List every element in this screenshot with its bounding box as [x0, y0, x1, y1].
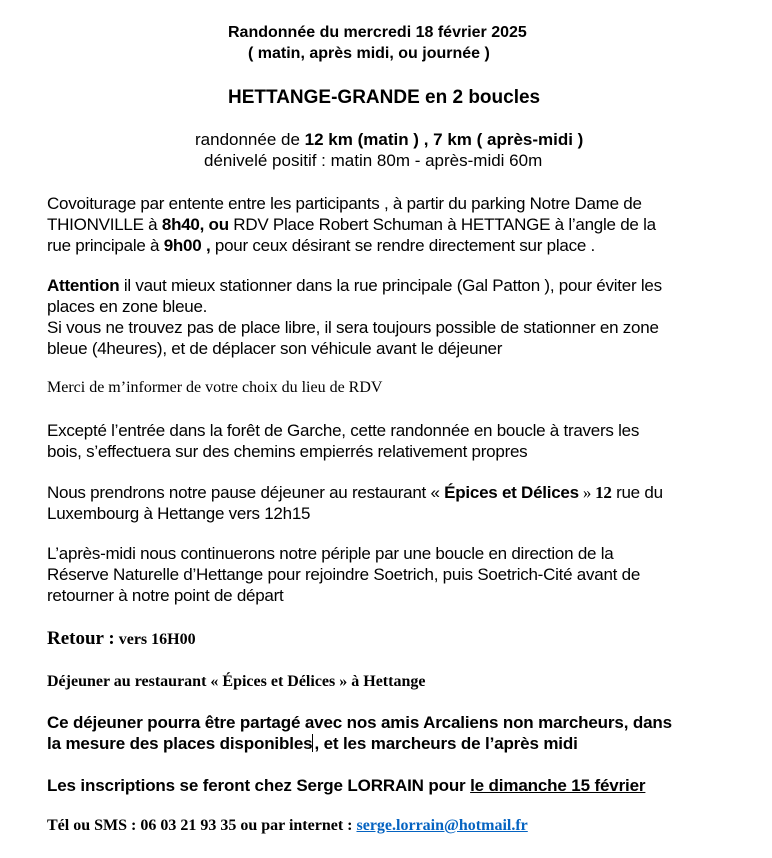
route-paragraph — [47, 420, 639, 462]
sharing-paragraph — [47, 712, 672, 754]
contact-line: Tél ou SMS : 06 03 21 93 35 ou par internet : serge.lorrain@hotmail.fr — [47, 817, 528, 834]
event-period: ( matin, après midi, ou journée ) — [248, 45, 490, 62]
route-line-2: bois, s’effectuera sur des chemins empierrés relativement propres — [47, 442, 528, 461]
elevation-line: dénivelé positif : matin 80m - après-midi 60m — [204, 151, 543, 170]
carpool-line-3: rue principale à 9h00 , pour ceux désirant se rendre directement sur place . — [47, 236, 595, 255]
parking-line-4: bleue (4heures), et de déplacer son véhicule avant le déjeuner — [47, 339, 503, 358]
parking-line-1: Attention il vaut mieux stationner dans la rue principale (Gal Patton ), pour éviter les — [47, 276, 662, 295]
carpool-paragraph — [47, 193, 656, 256]
rdv-note: Merci de m’informer de votre choix du lieu de RDV — [47, 379, 383, 396]
carpool-line-2: THIONVILLE à 8h40, ou RDV Place Robert Schuman à HETTANGE à l’angle de la — [47, 215, 656, 234]
lunch-line-1: Nous prendrons notre pause déjeuner au restaurant « Épices et Délices » 12 rue du — [47, 483, 663, 502]
sharing-line-1: Ce déjeuner pourra être partagé avec nos amis Arcaliens non marcheurs, dans — [47, 713, 672, 732]
lunch-line-2: Luxembourg à Hettange vers 12h15 — [47, 504, 311, 523]
parking-line-3: Si vous ne trouvez pas de place libre, il sera toujours possible de stationner en zone — [47, 318, 659, 337]
carpool-time-hettange: 9h00 , — [163, 236, 211, 255]
parking-paragraph — [47, 275, 662, 359]
sharing-line-2: la mesure des places disponibles , et les marcheurs de l’après midi — [47, 734, 578, 753]
return-time: vers 16H00 — [114, 631, 196, 648]
event-title: Randonnée du mercredi 18 février 2025 — [228, 24, 527, 41]
registration-line: Les inscriptions se feront chez Serge LORRAIN pour le dimanche 15 février — [47, 776, 646, 795]
distance-line — [195, 130, 583, 150]
attention-label: Attention — [47, 276, 120, 295]
afternoon-line-1: L’après-midi nous continuerons notre périple par une boucle en direction de la — [47, 544, 614, 563]
distance-values: 12 km (matin ) , 7 km ( après-midi ) — [304, 130, 584, 149]
distance-prefix: randonnée de — [195, 130, 305, 149]
parking-line-2: places en zone bleue. — [47, 297, 208, 316]
afternoon-paragraph — [47, 543, 640, 606]
street-number: 12 — [595, 483, 612, 502]
carpool-line-1: Covoiturage par entente entre les participants , à partir du parking Notre Dame de — [47, 194, 642, 213]
lunch-paragraph — [47, 482, 663, 524]
afternoon-line-3: retourner à notre point de départ — [47, 586, 284, 605]
registration-deadline: le dimanche 15 février — [470, 776, 646, 795]
restaurant-name: Épices et Délices — [444, 483, 579, 502]
lunch-heading: Déjeuner au restaurant « Épices et Délices » à Hettange — [47, 673, 426, 690]
email-link[interactable]: serge.lorrain@hotmail.fr — [356, 817, 528, 834]
return-label: Retour : — [47, 628, 115, 649]
route-line-1: Excepté l’entrée dans la forêt de Garche, cette randonnée en boucle à travers les — [47, 421, 640, 440]
afternoon-line-2: Réserve Naturelle d’Hettange pour rejoindre Soetrich, puis Soetrich-Cité avant de — [47, 565, 641, 584]
return-line — [47, 628, 196, 650]
event-subtitle: HETTANGE-GRANDE en 2 boucles — [228, 87, 541, 108]
carpool-time-thionville: 8h40, ou — [161, 215, 229, 234]
